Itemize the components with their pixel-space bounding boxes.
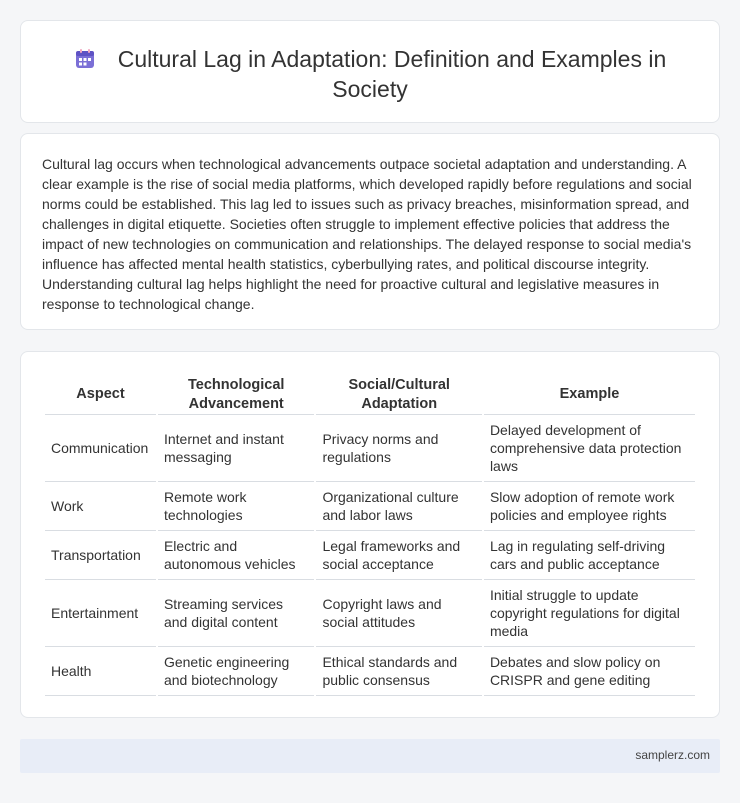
table-row [45,415,695,482]
header-example: Example [484,375,695,415]
intro-card [20,133,720,330]
footer-bar [20,739,720,773]
cell-example: Initial struggle to update copyright regulations for digital media [484,580,695,647]
table-row [45,580,695,647]
table-row [45,531,695,580]
cell-technology: Electric and autonomous vehicles [158,531,315,580]
header-aspect: Aspect [45,375,156,415]
cell-technology: Genetic engineering and biotechnology [158,647,315,696]
cell-aspect: Work [45,482,156,531]
cell-aspect: Health [45,647,156,696]
cell-aspect: Entertainment [45,580,156,647]
cultural-lag-table [43,375,697,696]
cell-aspect: Transportation [45,531,156,580]
page-title: Cultural Lag in Adaptation: Definition and Examples in Society [117,46,667,102]
intro-paragraph: Cultural lag occurs when technological advancements outpace societal adaptation and understanding. A clear example is the rise of social media platforms, which developed rapidly before regulations and social norms could be established. This lag led to issues such as privacy breaches, misinformation spread, and challenges in digital etiquette. Societies often struggle to implement effective policies that address the impact of new technologies on communication and relationships. The delayed response to social media's influence has affected mental health statistics, cyberbullying rates, and political discourse integrity. Understanding cultural lag helps highlight the need for proactive cultural and legislative measures in response to technological change. [42,156,692,312]
cell-example: Delayed development of comprehensive data protection laws [484,415,695,482]
cell-adaptation: Privacy norms and regulations [316,415,481,482]
calendar-icon [74,48,96,70]
cell-adaptation: Legal frameworks and social acceptance [316,531,481,580]
table-card [20,351,720,718]
cell-example: Debates and slow policy on CRISPR and gene editing [484,647,695,696]
cell-adaptation: Copyright laws and social attitudes [316,580,481,647]
page-title-wrap [51,44,689,104]
title-card [20,20,720,123]
cell-example: Lag in regulating self-driving cars and public acceptance [484,531,695,580]
cell-technology: Remote work technologies [158,482,315,531]
cell-technology: Streaming services and digital content [158,580,315,647]
cell-adaptation: Ethical standards and public consensus [316,647,481,696]
cell-adaptation: Organizational culture and labor laws [316,482,481,531]
header-social-cultural-adaptation: Social/Cultural Adaptation [316,375,481,415]
table-row [45,647,695,696]
cell-example: Slow adoption of remote work policies and employee rights [484,482,695,531]
table-row [45,482,695,531]
footer-site-link[interactable]: samplerz.com [635,748,710,762]
table-header-row [45,375,695,415]
cell-technology: Internet and instant messaging [158,415,315,482]
cell-aspect: Communication [45,415,156,482]
header-technological-advancement: Technological Advancement [158,375,315,415]
